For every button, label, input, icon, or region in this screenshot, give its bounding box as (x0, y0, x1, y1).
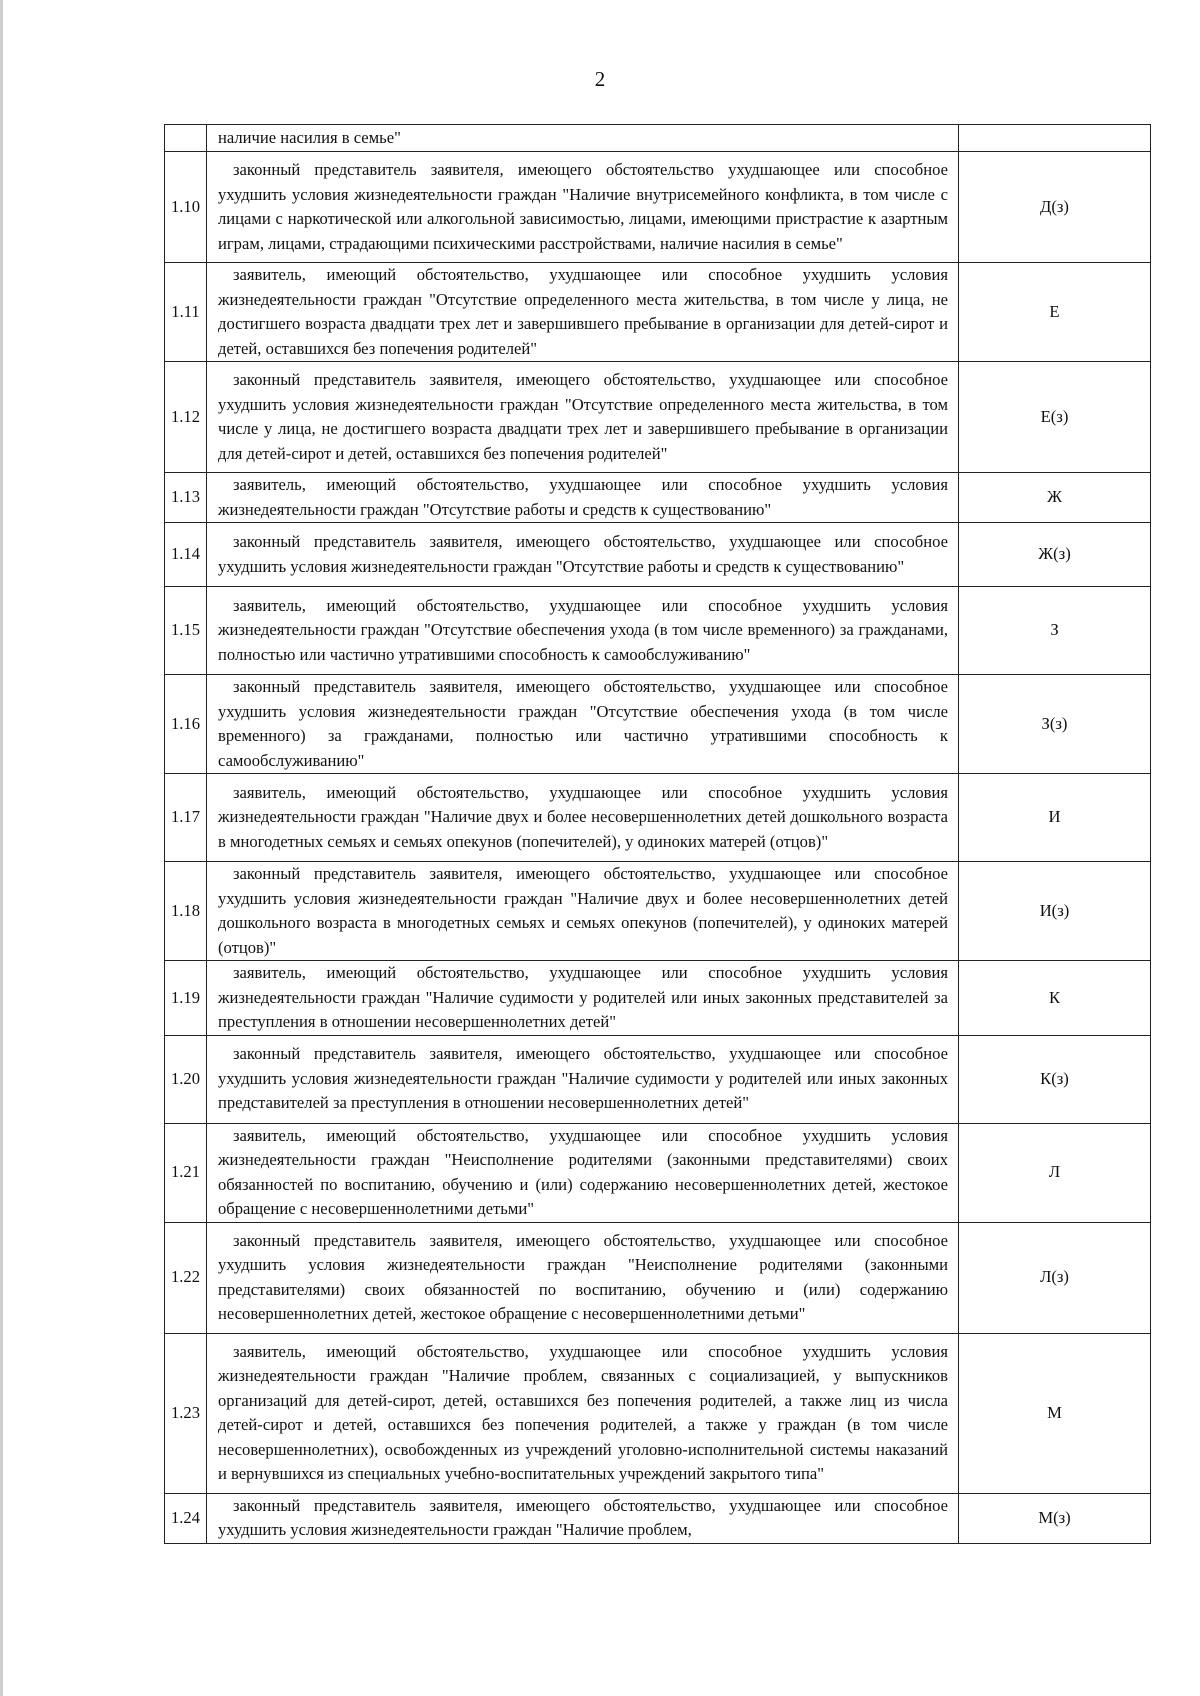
row-number (165, 125, 207, 152)
table-row (165, 1222, 1151, 1333)
row-description: заявитель, имеющий обстоятельство, ухудшающее или способное ухудшить условия жизнедеятельности граждан "Наличие двух и более несовершеннолетних детей дошкольного возраста в многодетных семьях и семьях опекунов (попечителей), у одиноких матерей (отцов)" (218, 782, 948, 851)
row-code: И(з) (959, 862, 1151, 961)
row-description-cell (207, 675, 959, 774)
table-row (165, 862, 1151, 961)
row-description-cell (207, 523, 959, 587)
row-code: Е (959, 263, 1151, 362)
row-code: Ж(з) (959, 523, 1151, 587)
row-number: 1.24 (165, 1493, 207, 1543)
table-row (165, 961, 1151, 1036)
row-number: 1.20 (165, 1035, 207, 1123)
table-row (165, 774, 1151, 862)
row-number: 1.14 (165, 523, 207, 587)
page-number: 2 (594, 67, 606, 91)
row-number: 1.17 (165, 774, 207, 862)
row-description-cell (207, 152, 959, 263)
row-description: законный представитель заявителя, имеющего обстоятельство, ухудшающее или способное ухудшить условия жизнедеятельности граждан "Отсутствие обеспечения ухода (в том числе временного) за гражданами, полностью или частично утратившими способность к самообслуживанию" (218, 677, 948, 770)
row-code: К(з) (959, 1035, 1151, 1123)
table-row (165, 362, 1151, 473)
row-number: 1.18 (165, 862, 207, 961)
row-code: Д(з) (959, 152, 1151, 263)
row-code: И (959, 774, 1151, 862)
table-row (165, 125, 1151, 152)
row-code: З (959, 587, 1151, 675)
row-description-cell (207, 362, 959, 473)
table-row (165, 523, 1151, 587)
row-description: законный представитель заявителя, имеющего обстоятельство, ухудшающее или способное ухудшить условия жизнедеятельности граждан "Отсутствие определенного места жительства, в том числе у лица, не достигшего возраста двадцати трех лет и завершившего пребывание в организации для детей-сирот и детей, оставшихся без попечения родителей" (218, 370, 948, 463)
row-description-cell (207, 125, 959, 152)
row-description: заявитель, имеющий обстоятельство, ухудшающее или способное ухудшить условия жизнедеятельности граждан "Отсутствие определенного места жительства, в том числе у лица, не достигшего возраста двадцати трех лет и завершившего пребывание в организации для детей-сирот и детей, оставшихся без попечения родителей" (218, 265, 948, 358)
row-number: 1.12 (165, 362, 207, 473)
row-code: Ж (959, 473, 1151, 523)
table-row (165, 675, 1151, 774)
table-row (165, 473, 1151, 523)
row-description: наличие насилия в семье" (218, 127, 401, 147)
row-description-cell (207, 1222, 959, 1333)
row-description: законный представитель заявителя, имеющего обстоятельство, ухудшающее или способное ухудшить условия жизнедеятельности граждан "Наличие двух и более несовершеннолетних детей дошкольного возраста в многодетных семьях и семьях опекунов (попечителей), у одиноких матерей (отцов)" (218, 864, 948, 957)
row-description: законный представитель заявителя, имеющего обстоятельство ухудшающее или способное ухудшить условия жизнедеятельности граждан "Наличие внутрисемейного конфликта, в том числе с лицами с наркотической или алкогольной зависимостью, лицами, имеющими пристрастие к азартным играм, лицами, страдающими психическими расстройствами, наличие насилия в семье" (218, 160, 948, 253)
row-description-cell (207, 862, 959, 961)
row-description-cell (207, 473, 959, 523)
row-number: 1.22 (165, 1222, 207, 1333)
row-code: З(з) (959, 675, 1151, 774)
row-code: М(з) (959, 1493, 1151, 1543)
row-description-cell (207, 587, 959, 675)
row-number: 1.23 (165, 1333, 207, 1493)
row-description-cell (207, 774, 959, 862)
row-number: 1.15 (165, 587, 207, 675)
row-description-cell (207, 1035, 959, 1123)
row-code: Л (959, 1123, 1151, 1222)
row-description-cell (207, 1493, 959, 1543)
row-description: законный представитель заявителя, имеющего обстоятельство, ухудшающее или способное ухудшить условия жизнедеятельности граждан "Неисполнение родителями (законными представителями) своих обязанностей по воспитанию, обучению и (или) содержанию несовершеннолетних детей, жестокое обращение с несовершеннолетними детьми" (218, 1230, 948, 1323)
row-number: 1.10 (165, 152, 207, 263)
row-description-cell (207, 961, 959, 1036)
row-number: 1.21 (165, 1123, 207, 1222)
table-row (165, 1333, 1151, 1493)
row-description: заявитель, имеющий обстоятельство, ухудшающее или способное ухудшить условия жизнедеятельности граждан "Отсутствие работы и средств к существованию" (218, 475, 948, 519)
row-code: Е(з) (959, 362, 1151, 473)
row-number: 1.19 (165, 961, 207, 1036)
table-row (165, 152, 1151, 263)
row-description: заявитель, имеющий обстоятельство, ухудшающее или способное ухудшить условия жизнедеятельности граждан "Наличие проблем, связанных с социализацией, у выпускников организаций для детей-сирот, детей, оставшихся без попечения родителей, а также лиц из числа детей-сирот и детей, оставшихся без попечения родителей, а также у граждан (в том числе несовершеннолетних), освобожденных из учреждений уголовно-исполнительной системы наказаний и вернувшихся из специальных учебно-воспитательных учреждений закрытого типа" (218, 1341, 948, 1483)
table-row (165, 1493, 1151, 1543)
table-body (165, 125, 1151, 1544)
row-description: заявитель, имеющий обстоятельство, ухудшающее или способное ухудшить условия жизнедеятельности граждан "Отсутствие обеспечения ухода (в том числе временного) за гражданами, полностью или частично утратившими способность к самообслуживанию" (218, 595, 948, 664)
table-row (165, 1123, 1151, 1222)
row-description: законный представитель заявителя, имеющего обстоятельство, ухудшающее или способное ухудшить условия жизнедеятельности граждан "Наличие судимости у родителей или иных законных представителей за преступления в отношении несовершеннолетних детей" (218, 1044, 948, 1113)
row-number: 1.16 (165, 675, 207, 774)
row-description: законный представитель заявителя, имеющего обстоятельство, ухудшающее или способное ухудшить условия жизнедеятельности граждан "Наличие проблем, (218, 1495, 948, 1539)
categories-table (164, 124, 1151, 1544)
row-code: К (959, 961, 1151, 1036)
row-description-cell (207, 1123, 959, 1222)
row-number: 1.13 (165, 473, 207, 523)
table-row (165, 587, 1151, 675)
table-row (165, 1035, 1151, 1123)
row-description: заявитель, имеющий обстоятельство, ухудшающее или способное ухудшить условия жизнедеятельности граждан "Наличие судимости у родителей или иных законных представителей за преступления в отношении несовершеннолетних детей" (218, 963, 948, 1031)
row-number: 1.11 (165, 263, 207, 362)
scan-edge (0, 0, 3, 1696)
row-code: М (959, 1333, 1151, 1493)
row-description: законный представитель заявителя, имеющего обстоятельство, ухудшающее или способное ухудшить условия жизнедеятельности граждан "Отсутствие работы и средств к существованию" (218, 532, 948, 576)
row-description-cell (207, 263, 959, 362)
row-description: заявитель, имеющий обстоятельство, ухудшающее или способное ухудшить условия жизнедеятельности граждан "Неисполнение родителями (законными представителями) своих обязанностей по воспитанию, обучению и (или) содержанию несовершеннолетних детей, жестокое обращение с несовершеннолетними детьми" (218, 1125, 948, 1218)
row-description-cell (207, 1333, 959, 1493)
table-row (165, 263, 1151, 362)
row-code: Л(з) (959, 1222, 1151, 1333)
row-code (959, 125, 1151, 152)
